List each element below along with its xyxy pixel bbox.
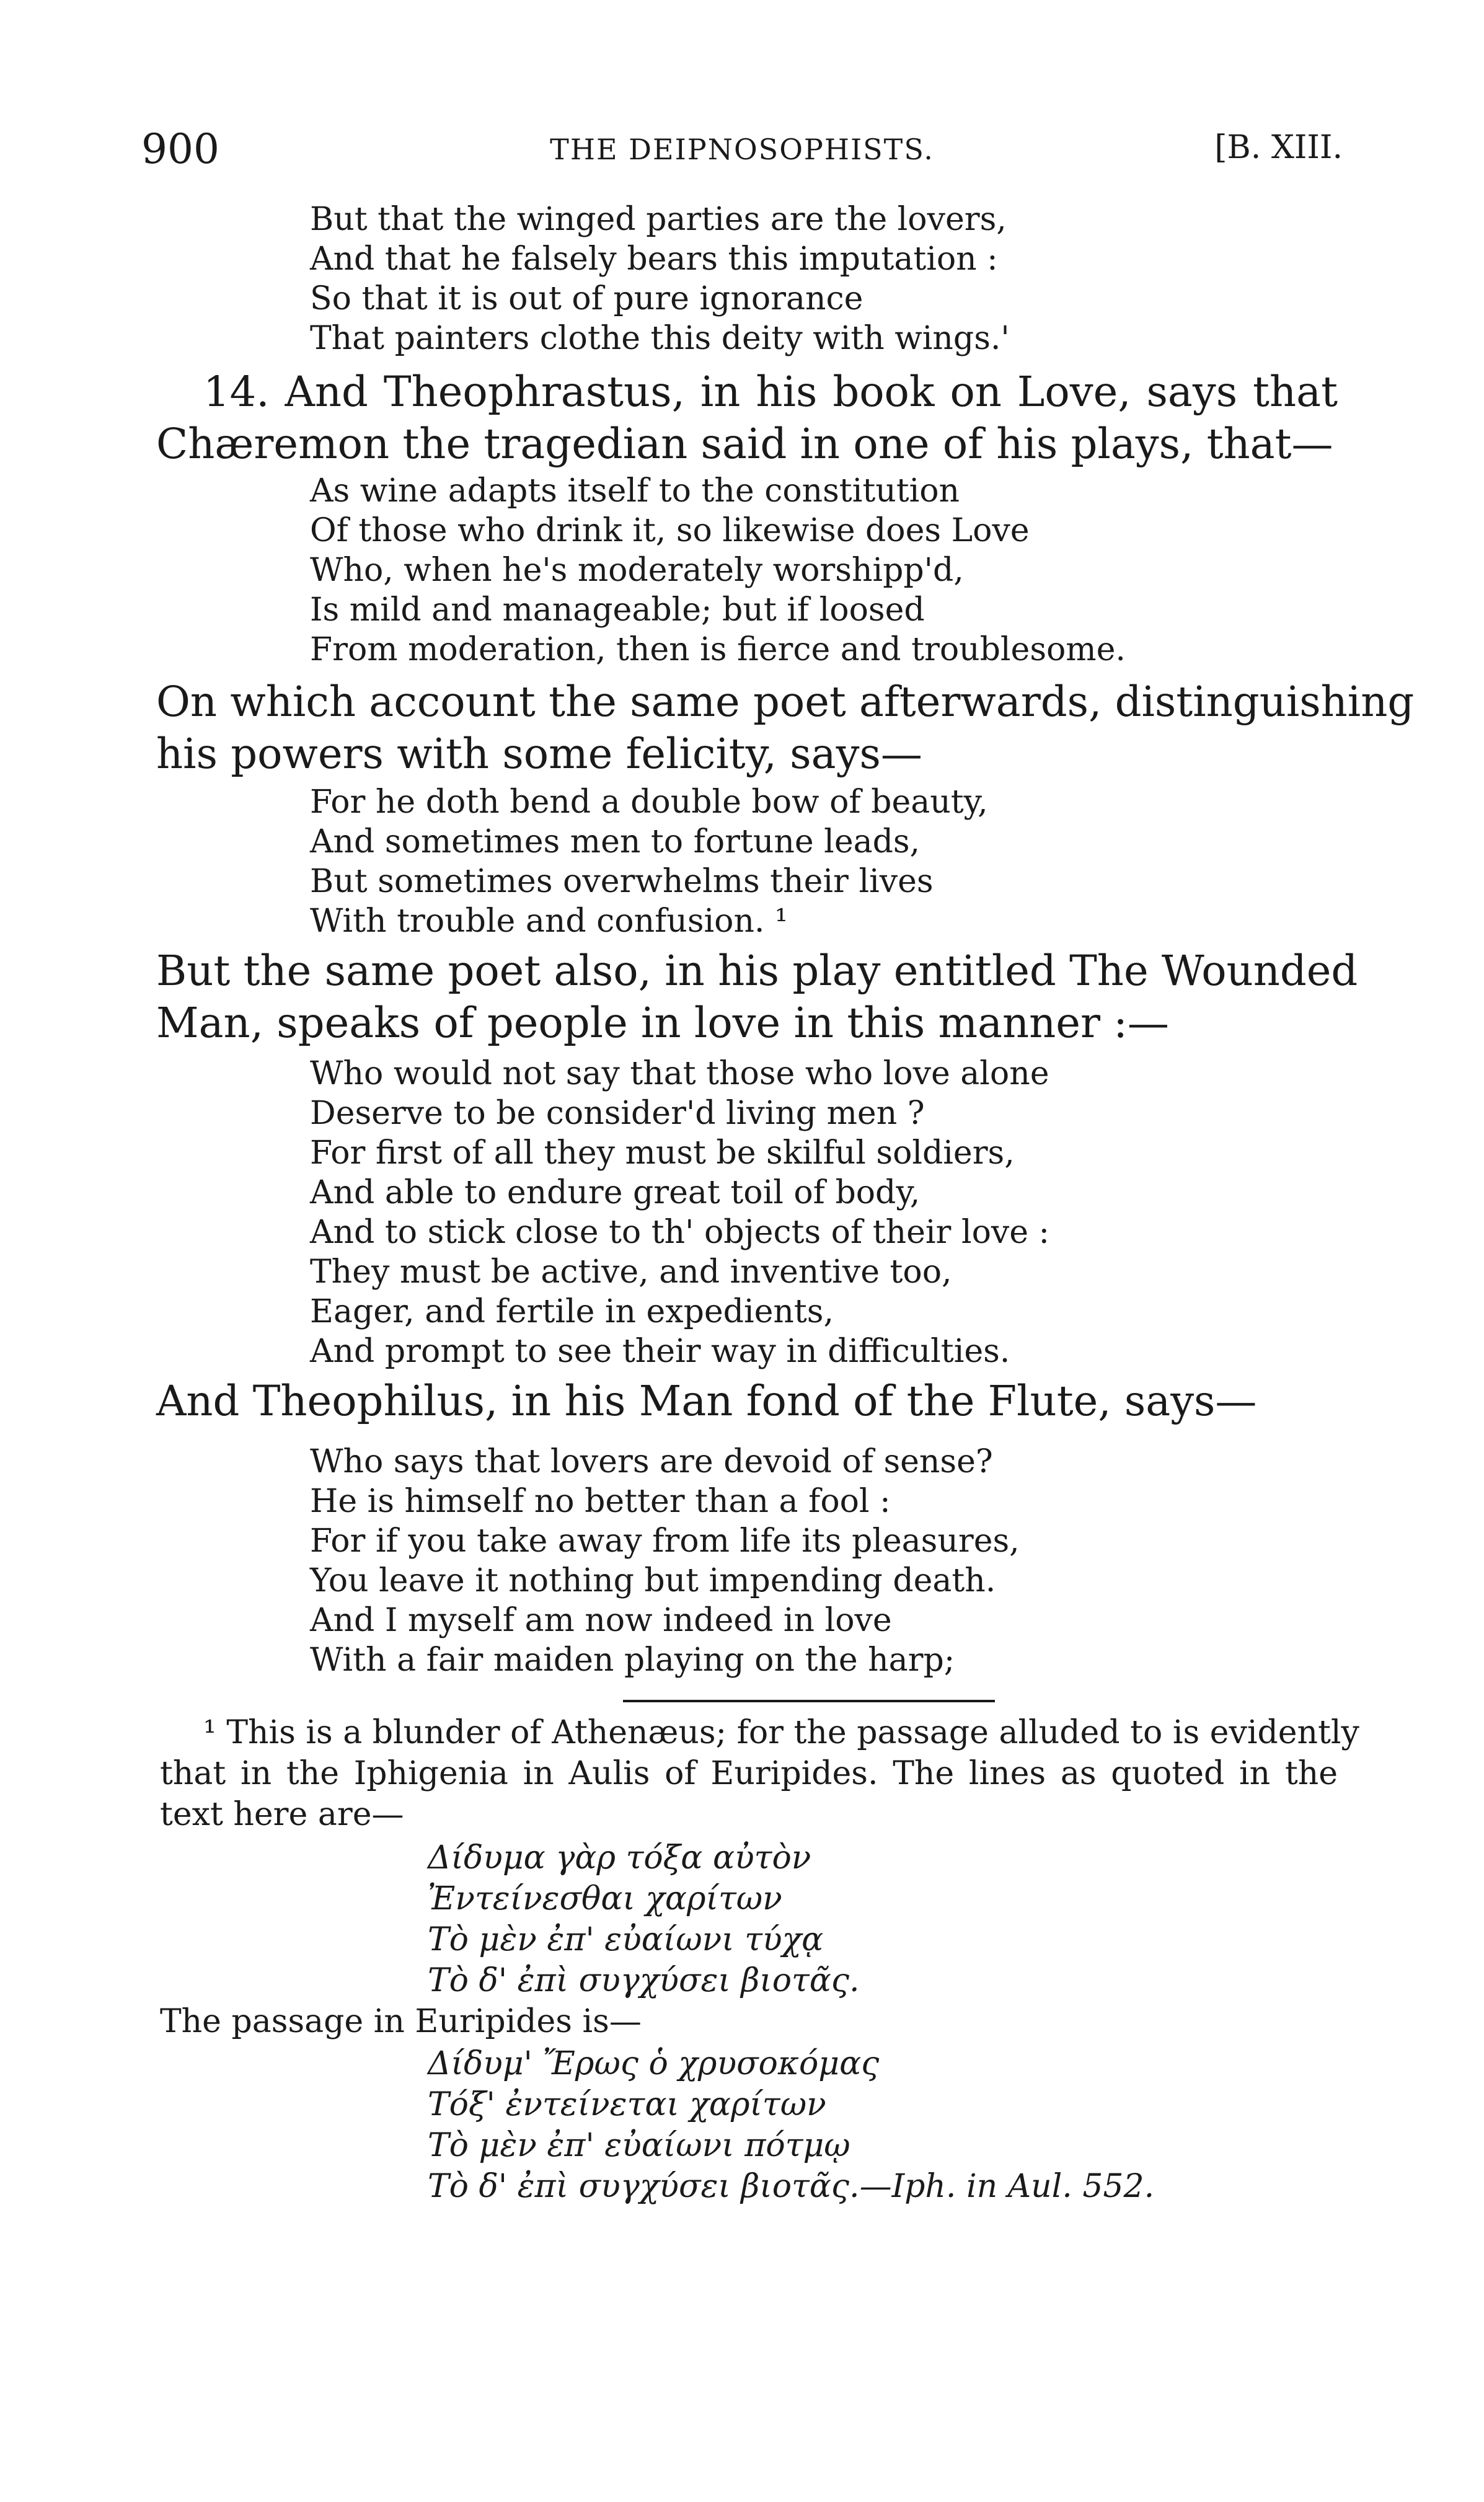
footnote-text [160,1712,1359,1835]
verse-block-1 [310,200,1010,358]
verse-line: And prompt to see their way in difficulties. [310,1333,1010,1370]
prose-line: But the same poet also, in his play entitled The Wounded [156,947,1358,995]
verse-line: With a fair maiden playing on the harp; [310,1642,955,1679]
verse-line: From moderation, then is fierce and troublesome. [310,631,1126,668]
verse-line: And that he falsely bears this imputation : [310,241,998,278]
greek-line: Ἐντείνεσθαι χαρίτων [428,1880,782,1917]
prose-line: On which account the same poet afterwards, distinguishing [156,678,1415,726]
verse-line: And sometimes men to fortune leads, [310,823,921,860]
verse-line: That painters clothe this deity with wings.' [310,320,1010,357]
prose-line: 14. And Theophrastus, in his book on Love, says that [203,368,1338,416]
paragraph-4 [156,1375,1338,1427]
verse-line: As wine adapts itself to the constitution [310,472,960,510]
verse-line: They must be active, and inventive too, [310,1253,952,1291]
verse-line: For if you take away from life its pleasures, [310,1523,1020,1560]
verse-block-2 [310,471,1126,670]
greek-quote-1 [428,1837,860,2001]
prose-line: Chæremon the tragedian said in one of his plays, that— [156,420,1333,468]
verse-line: You leave it nothing but impending death. [310,1562,996,1599]
greek-line: Τόξ' ἐντείνεται χαρίτων [428,2086,826,2123]
verse-block-3 [310,782,988,941]
footnote-divider [623,1700,995,1702]
paragraph-3 [156,945,1358,1049]
paragraph-1 [156,366,1338,470]
prose-line: his powers with some felicity, says— [156,730,922,778]
greek-line: Τὸ δ' ἐπὶ συγχύσει βιοτᾶς.—Iph. in Aul. 552. [428,2168,1155,2205]
book-indicator: [B. XIII. [1214,129,1343,166]
footnote-lead: The passage in Euripides is— [160,2003,642,2040]
verse-line: With trouble and confusion. ¹ [310,903,788,940]
greek-line: Τὸ μὲν ἐπ' εὐαίωνι τύχᾳ [428,1921,824,1958]
verse-line: For he doth bend a double bow of beauty, [310,784,988,821]
verse-line: And to stick close to th' objects of their love : [310,1214,1050,1251]
greek-line: Τὸ δ' ἐπὶ συγχύσει βιοτᾶς. [428,1962,860,1999]
greek-line: Δίδυμα γὰρ τόξα αὐτὸν [428,1839,811,1876]
greek-line: Τὸ μὲν ἐπ' εὐαίωνι πότμῳ [428,2127,850,2164]
verse-line: Who would not say that those who love alone [310,1055,1049,1092]
verse-line: Who, when he's moderately worshipp'd, [310,552,964,589]
footnote-line: that in the Iphigenia in Aulis of Euripides. The lines as quoted in the [160,1755,1338,1792]
running-title: THE DEIPNOSOPHISTS. [550,133,934,166]
verse-line: But that the winged parties are the lovers, [310,201,1007,238]
footnote-line: ¹ This is a blunder of Athenæus; for the passage alluded to is evidently [203,1714,1359,1751]
verse-line: But sometimes overwhelms their lives [310,863,934,900]
verse-line: Deserve to be consider'd living men ? [310,1095,925,1132]
prose-line: And Theophilus, in his Man fond of the Flute, says— [156,1377,1257,1425]
greek-line: Δίδυμ' Ἔρως ὁ χρυσοκόμας [428,2045,880,2082]
verse-line: And I myself am now indeed in love [310,1602,892,1639]
verse-block-5 [310,1442,1020,1680]
prose-line: Man, speaks of people in love in this manner :— [156,999,1169,1047]
verse-block-4 [310,1054,1049,1371]
greek-quote-2 [428,2043,1154,2207]
verse-line: Is mild and manageable; but if loosed [310,591,925,629]
page-number: 900 [141,125,219,173]
paragraph-2 [156,676,1415,780]
footnote-line: text here are— [160,1796,404,1833]
verse-line: And able to endure great toil of body, [310,1174,921,1211]
verse-line: Who says that lovers are devoid of sense? [310,1443,993,1480]
verse-line: Of those who drink it, so likewise does Love [310,512,1030,549]
running-header [141,125,1343,175]
verse-line: For first of all they must be skilful soldiers, [310,1134,1015,1172]
verse-line: He is himself no better than a fool : [310,1483,891,1520]
verse-line: So that it is out of pure ignorance [310,280,863,317]
verse-line: Eager, and fertile in expedients, [310,1293,834,1330]
